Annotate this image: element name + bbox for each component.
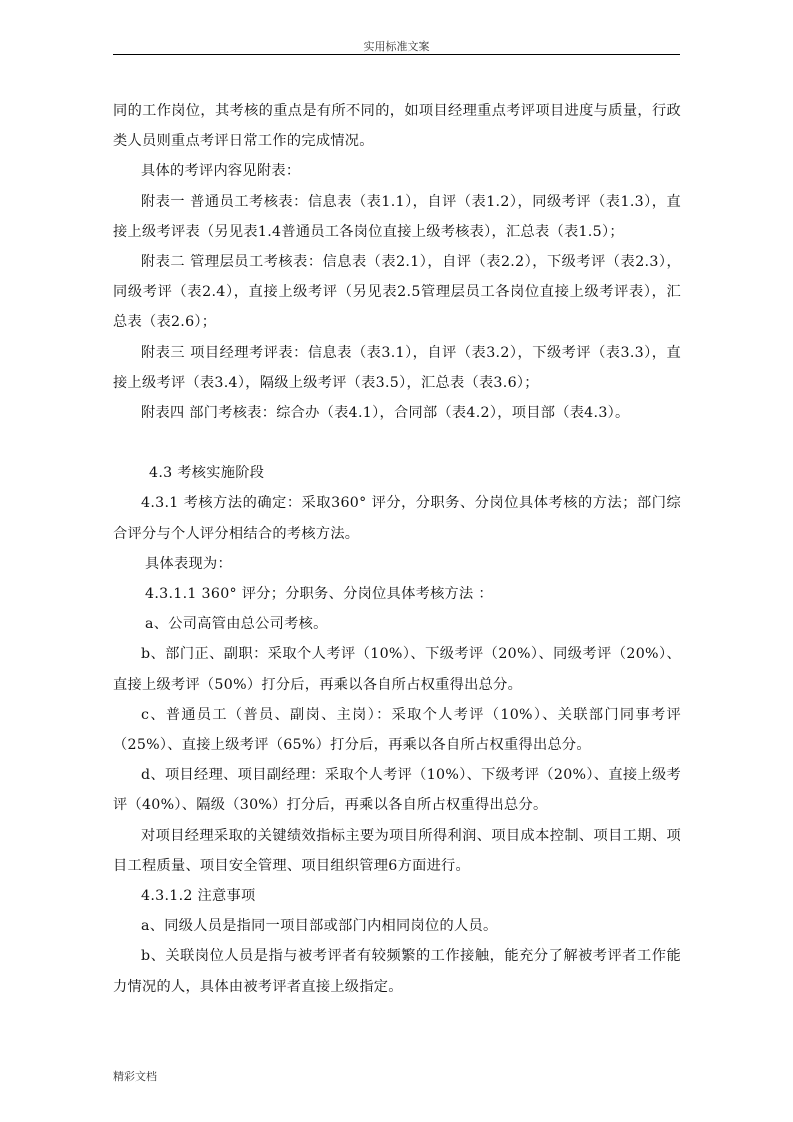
list-item-a: a、公司高管由总公司考核。 (145, 616, 328, 633)
heading-4-3: 4.3 考核实施阶段 (149, 465, 265, 482)
paragraph-appendix-2: 附表二 管理层员工考核表：信息表（表2.1），自评（表2.2），下级考评（表2.3），同级考评（表2.4），直接上级考评（另见表2.5管理层员工各岗位直接上级考评表），汇总表（表2.6）； (113, 254, 681, 331)
paragraph-appendix-3: 附表三 项目经理考评表：信息表（表3.1），自评（表3.2），下级考评（表3.3），直接上级考评（表3.4），隔级上级考评（表3.5），汇总表（表3.6）； (113, 344, 681, 391)
paragraph-appendix-intro: 具体的考评内容见附表： (141, 163, 301, 180)
note-item-b: b、关联岗位人员是指与被考评者有较频繁的工作接触，能充分了解被考评者工作能力情况的人，具体由被考评者直接上级指定。 (113, 948, 681, 995)
page-header-title: 实用标准文案 (363, 40, 430, 53)
paragraph-appendix-4: 附表四 部门考核表：综合办（表4.1），合同部（表4.2），项目部（表4.3）。 (141, 405, 630, 422)
paragraph-kpi: 对项目经理采取的关键绩效指标主要为项目所得利润、项目成本控制、项目工期、项目工程质量、项目安全管理、项目组织管理6方面进行。 (113, 827, 681, 874)
paragraph-4-3-1: 4.3.1 考核方法的确定：采取360° 评分，分职务、分岗位具体考核的方法；部门综合评分与个人评分相结合的考核方法。 (113, 495, 681, 542)
header-divider (113, 54, 680, 55)
note-item-a: a、同级人员是指同一项目部或部门内相同岗位的人员。 (141, 918, 498, 935)
list-item-b: b、部门正、副职：采取个人考评（10%）、下级考评（20%）、同级考评（20%）、直接上级考评（50%）打分后，再乘以各自所占权重得出总分。 (113, 646, 681, 693)
list-item-d: d、项目经理、项目副经理：采取个人考评（10%）、下级考评（20%）、直接上级考评（40%）、隔级（30%）打分后，再乘以各自所占权重得出总分。 (113, 767, 681, 814)
heading-4-3-1-1: 4.3.1.1 360° 评分；分职务、分岗位具体考核方法 ： (145, 586, 493, 603)
spacer (113, 428, 681, 458)
heading-4-3-1-2: 4.3.1.2 注意事项 (141, 888, 256, 905)
document-body (113, 96, 681, 1002)
list-item-c: c、普通员工（普员、副岗、主岗）：采取个人考评（10%）、关联部门同事考评（25%）、直接上级考评（65%）打分后，再乘以各自所占权重得出总分。 (113, 706, 681, 754)
paragraph-specific: 具体表现为： (145, 555, 232, 572)
paragraph-appendix-1: 附表一 普通员工考核表：信息表（表1.1），自评（表1.2），同级考评（表1.3），直接上级考评表（另见表1.4普通员工各岗位直接上级考核表），汇总表（表1.5）； (113, 193, 681, 240)
paragraph-intro: 同的工作岗位，其考核的重点是有所不同的，如项目经理重点考评项目进度与质量，行政类人员则重点考评日常工作的完成情况。 (113, 103, 681, 150)
page-footer-text: 精彩文档 (113, 1070, 157, 1083)
